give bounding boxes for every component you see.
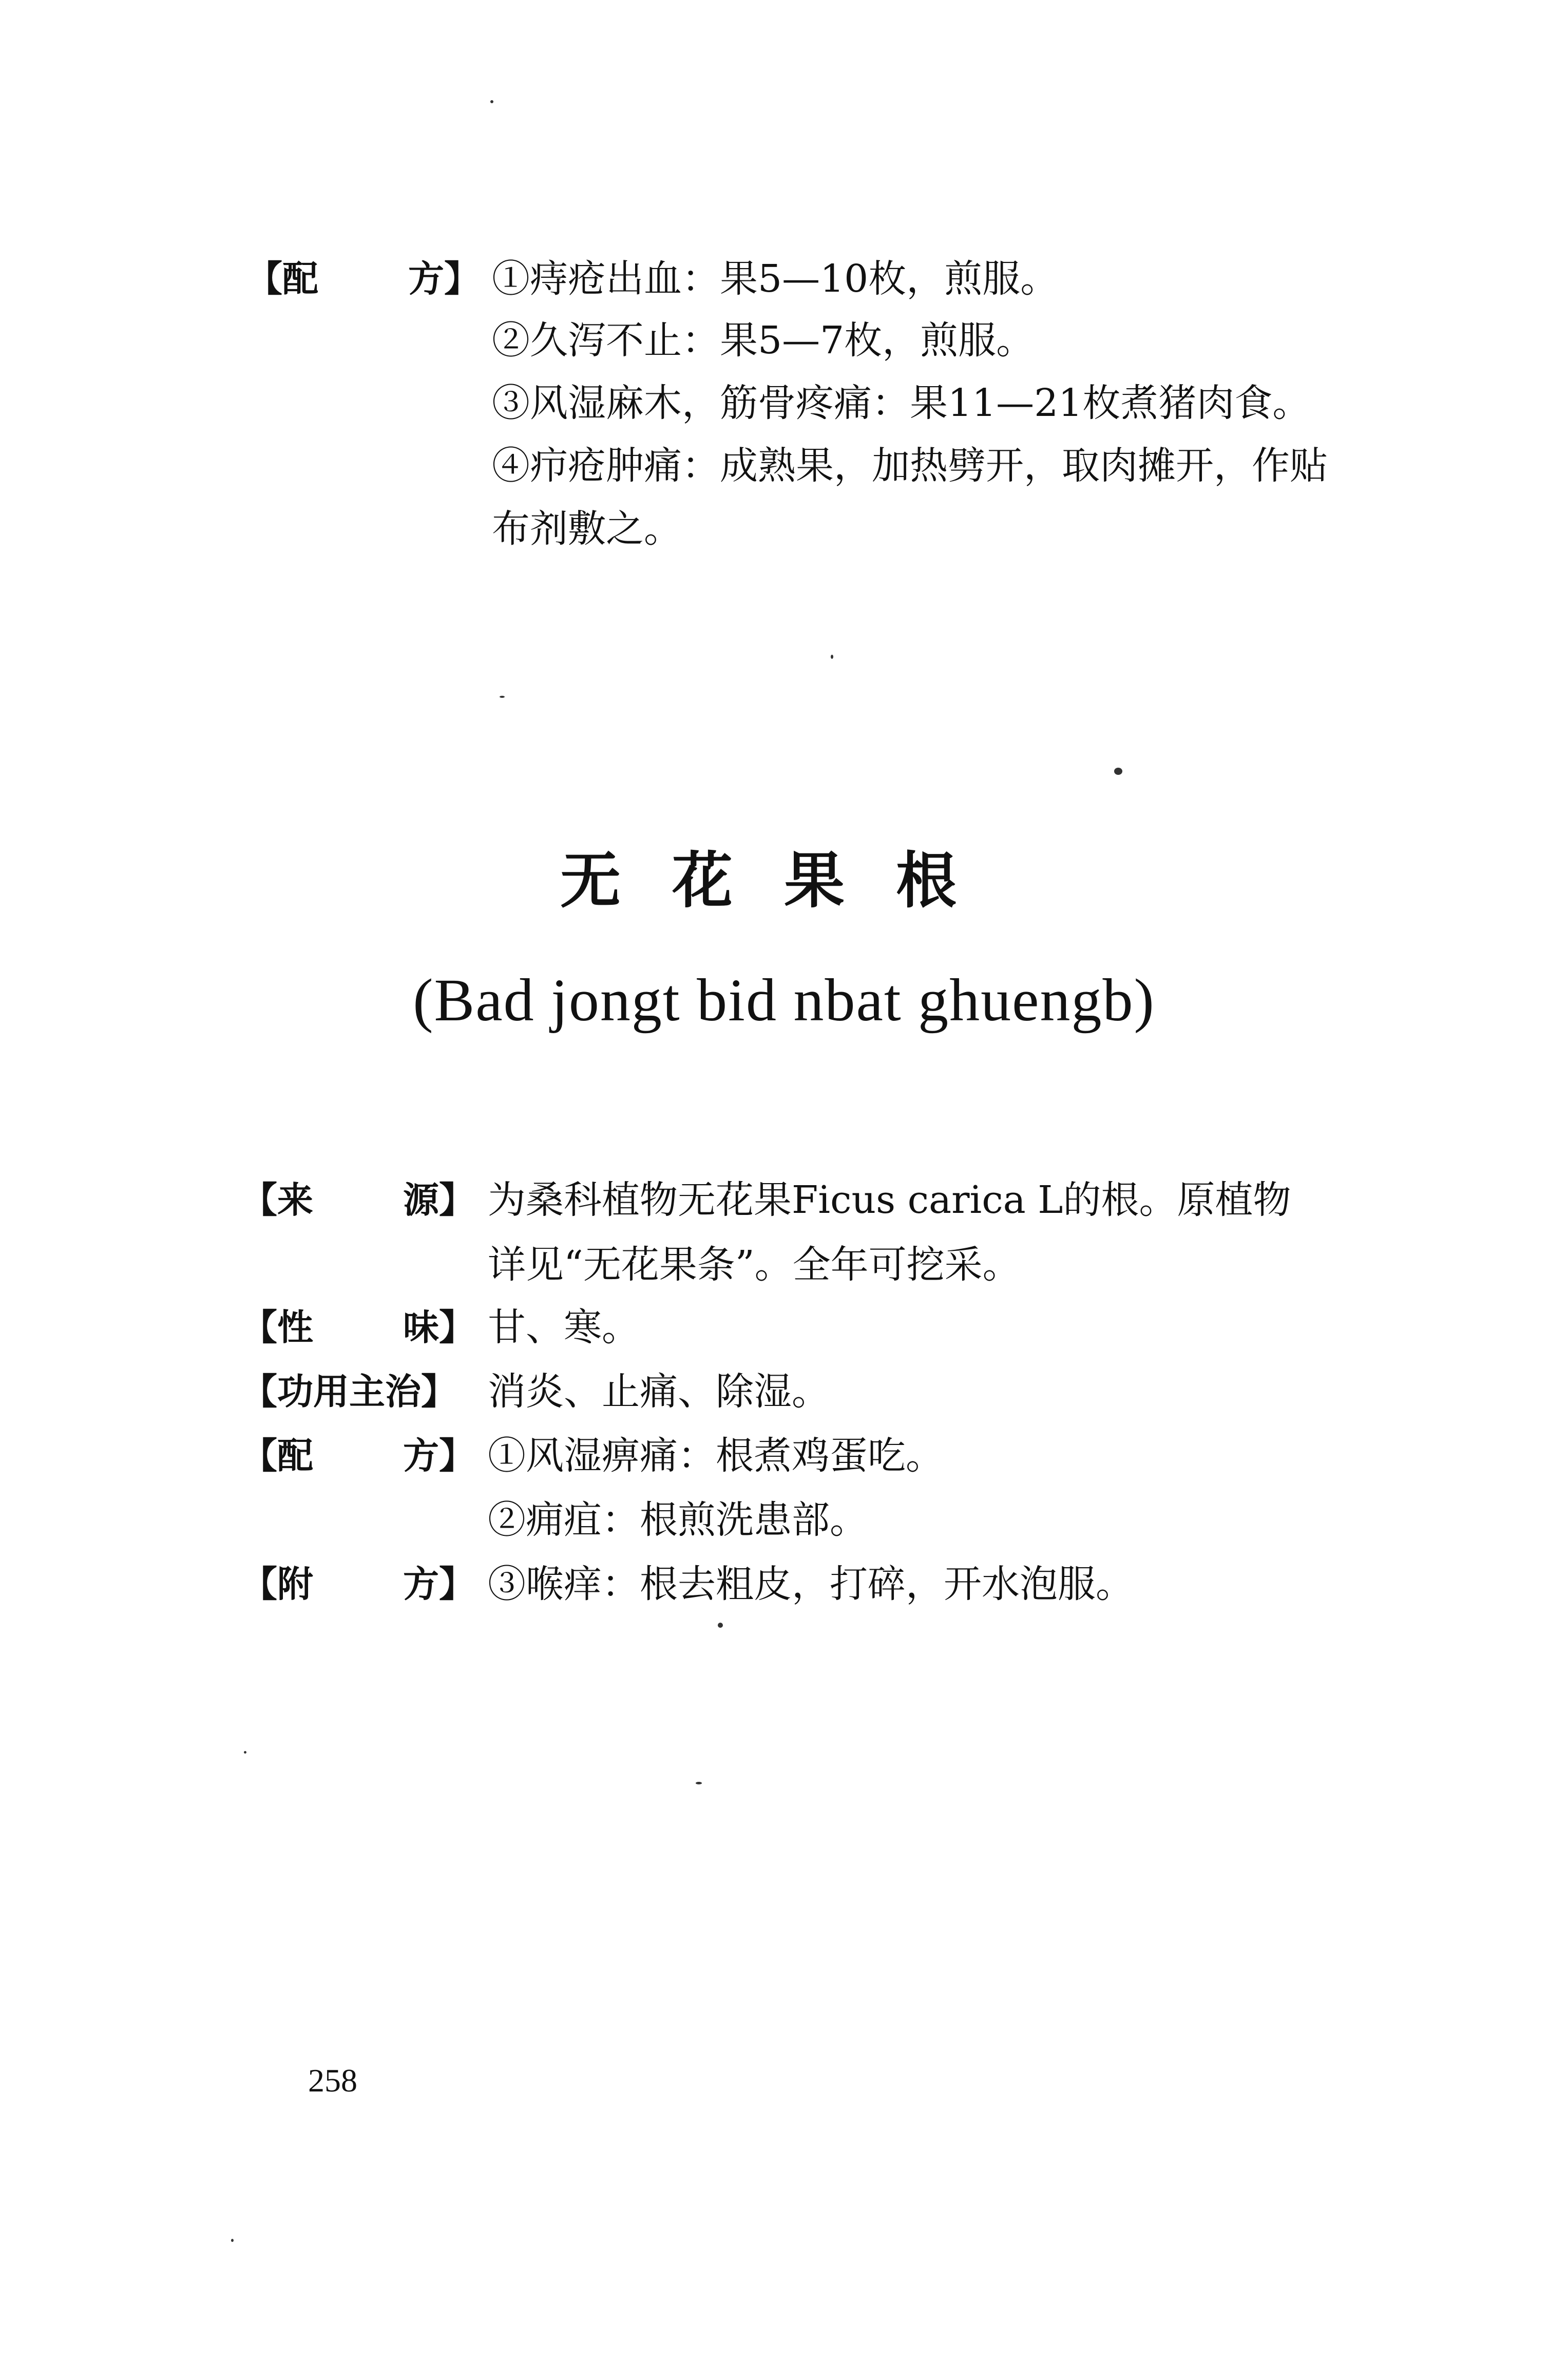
appendix-text: ③喉痒：根去粗皮，打碎，开水泡服。 bbox=[488, 1562, 1134, 1606]
prescription-label-right: 方】 bbox=[408, 258, 480, 300]
nature-label-left: 【性 bbox=[241, 1306, 313, 1348]
page-number: 258 bbox=[308, 2062, 357, 2099]
formula-line-2: ②痈疽：根煎洗患部。 bbox=[488, 1498, 868, 1542]
scan-speck bbox=[231, 2239, 234, 2242]
appendix-label-left: 【附 bbox=[241, 1563, 313, 1605]
appendix-label-right: 方】 bbox=[403, 1563, 475, 1605]
appendix-label bbox=[241, 1561, 475, 1607]
formula-label-right: 方】 bbox=[403, 1435, 475, 1477]
prescription-label bbox=[246, 256, 480, 302]
scan-speck bbox=[696, 1782, 702, 1784]
scan-speck bbox=[244, 1751, 246, 1754]
prescription-line-3: ③风湿麻木，筋骨疼痛：果11—21枚煮猪肉食。 bbox=[492, 381, 1311, 425]
prescription-line-5: 布剂敷之。 bbox=[492, 507, 682, 551]
function-text: 消炎、止痛、除湿。 bbox=[488, 1369, 830, 1414]
nature-text: 甘、寒。 bbox=[488, 1305, 640, 1349]
source-line-1: 为桑科植物无花果Ficus carica L的根。原植物 bbox=[488, 1178, 1291, 1222]
scan-speck bbox=[500, 696, 505, 698]
entry-title: 无花果根 bbox=[560, 845, 1008, 916]
source-label-left: 【来 bbox=[241, 1179, 313, 1221]
scan-speck bbox=[1114, 768, 1122, 775]
scan-speck bbox=[831, 655, 833, 659]
nature-label-right: 味】 bbox=[403, 1306, 475, 1348]
formula-line-1: ①风湿痹痛：根煮鸡蛋吃。 bbox=[488, 1434, 944, 1478]
prescription-line-2: ②久泻不止：果5—7枚，煎服。 bbox=[492, 318, 1035, 363]
scan-speck bbox=[718, 1623, 723, 1628]
nature-label bbox=[241, 1304, 475, 1350]
entry-subtitle: (Bad jongt bid nbat ghuengb) bbox=[413, 966, 1155, 1034]
prescription-line-1: ①痔疮出血：果5—10枚，煎服。 bbox=[492, 257, 1059, 301]
source-label bbox=[241, 1177, 475, 1223]
prescription-label-left: 【配 bbox=[246, 258, 318, 300]
source-label-right: 源】 bbox=[403, 1179, 475, 1221]
function-label: 【功用主治】 bbox=[241, 1371, 457, 1413]
source-line-2: 详见“无花果条”。全年可挖采。 bbox=[488, 1243, 1021, 1287]
scan-speck bbox=[490, 100, 493, 103]
prescription-line-4: ④疖疮肿痛：成熟果，加热劈开，取肉摊开，作贴 bbox=[492, 444, 1328, 488]
formula-label bbox=[241, 1433, 475, 1479]
formula-label-left: 【配 bbox=[241, 1435, 313, 1477]
